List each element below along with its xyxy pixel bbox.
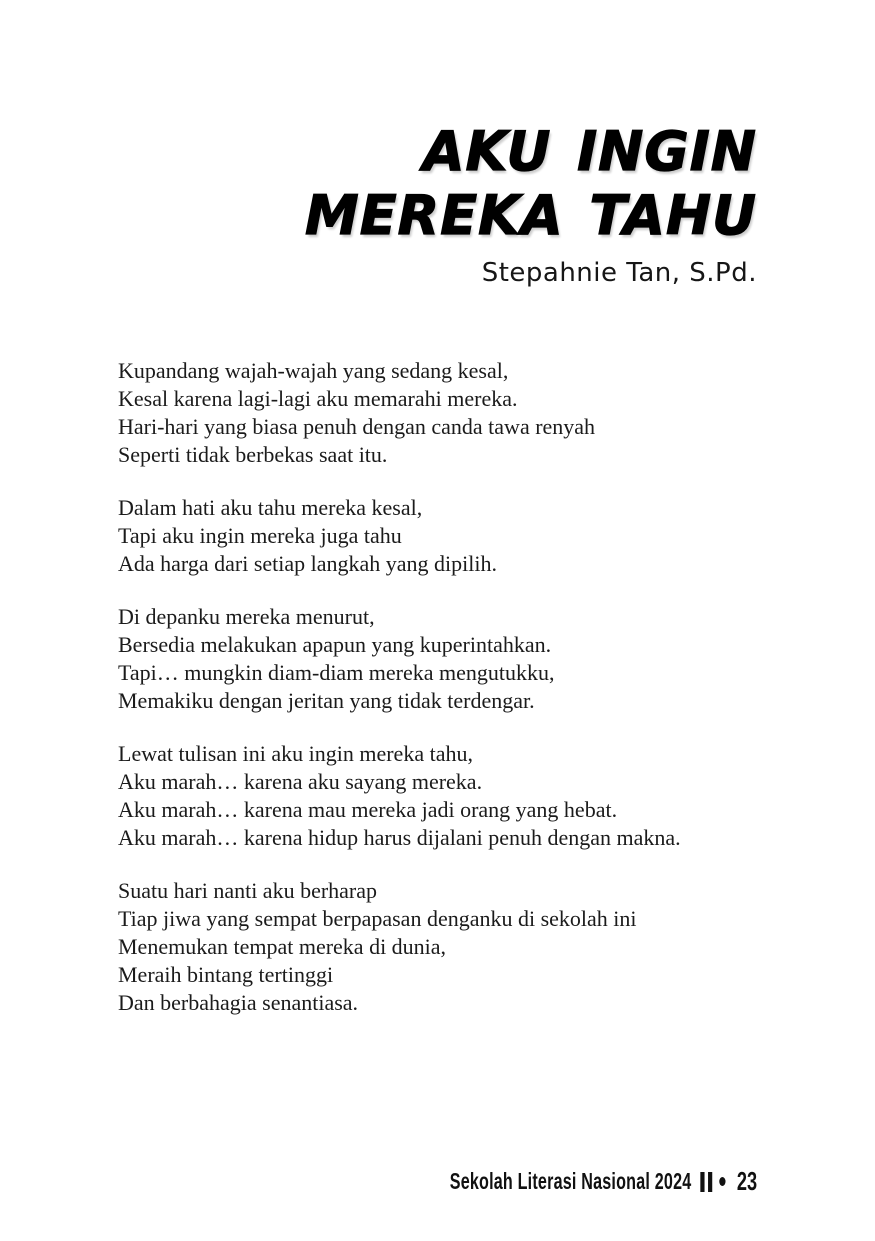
poem-line: Bersedia melakukan apapun yang kuperintahkan. bbox=[118, 632, 552, 657]
title-block bbox=[305, 120, 757, 288]
poem-line: Suatu hari nanti aku berharap bbox=[118, 878, 378, 903]
poem-line: Ada harga dari setiap langkah yang dipilih. bbox=[118, 551, 497, 576]
poem-line: Meraih bintang tertinggi bbox=[118, 962, 334, 987]
poem-line: Dan berbahagia senantiasa. bbox=[118, 990, 359, 1015]
imprint-text: Sekolah Literasi Nasional 2024 bbox=[449, 1168, 692, 1194]
poem-line: Di depanku mereka menurut, bbox=[118, 604, 375, 629]
poem-stanza-1 bbox=[118, 357, 681, 469]
title-line-1: AKU INGIN bbox=[422, 120, 757, 183]
poem-line: Kesal karena lagi-lagi aku memarahi mereka. bbox=[118, 386, 518, 411]
poem-line: Memakiku dengan jeritan yang tidak terdengar. bbox=[118, 688, 535, 713]
poem-stanza-3 bbox=[118, 603, 681, 715]
poem-line: Aku marah… karena aku sayang mereka. bbox=[118, 769, 483, 794]
poem bbox=[118, 357, 681, 1017]
bar-glyph bbox=[708, 1172, 712, 1192]
poem-line: Kupandang wajah-wajah yang sedang kesal, bbox=[118, 358, 509, 383]
bar-glyph bbox=[700, 1172, 704, 1192]
author-byline: Stepahnie Tan, S.Pd. bbox=[481, 258, 757, 288]
poem-line: Tiap jiwa yang sempat berpapasan denganku di sekolah ini bbox=[118, 906, 637, 931]
poem-line: Menemukan tempat mereka di dunia, bbox=[118, 934, 447, 959]
page-number: 23 bbox=[736, 1166, 757, 1196]
page-title bbox=[305, 120, 757, 248]
poem-line: Dalam hati aku tahu mereka kesal, bbox=[118, 495, 423, 520]
poem-line: Tapi aku ingin mereka juga tahu bbox=[118, 523, 402, 548]
poem-stanza-5 bbox=[118, 877, 681, 1017]
poem-line: Seperti tidak berbekas saat itu. bbox=[118, 442, 388, 467]
poem-line: Tapi… mungkin diam-diam mereka mengutukku, bbox=[118, 660, 555, 685]
poem-line: Hari-hari yang biasa penuh dengan canda tawa renyah bbox=[118, 414, 596, 439]
dot-icon bbox=[719, 1177, 725, 1186]
poem-line: Aku marah… karena hidup harus dijalani penuh dengan makna. bbox=[118, 825, 681, 850]
poem-line: Aku marah… karena mau mereka jadi orang yang hebat. bbox=[118, 797, 618, 822]
poem-stanza-4 bbox=[118, 740, 681, 852]
footer-row bbox=[450, 1166, 757, 1197]
parallel-bars-icon bbox=[700, 1172, 712, 1192]
poem-stanza-2 bbox=[118, 494, 681, 578]
page-footer bbox=[318, 1166, 757, 1197]
poem-line: Lewat tulisan ini aku ingin mereka tahu, bbox=[118, 741, 473, 766]
title-line-2: MEREKA TAHU bbox=[304, 184, 757, 247]
